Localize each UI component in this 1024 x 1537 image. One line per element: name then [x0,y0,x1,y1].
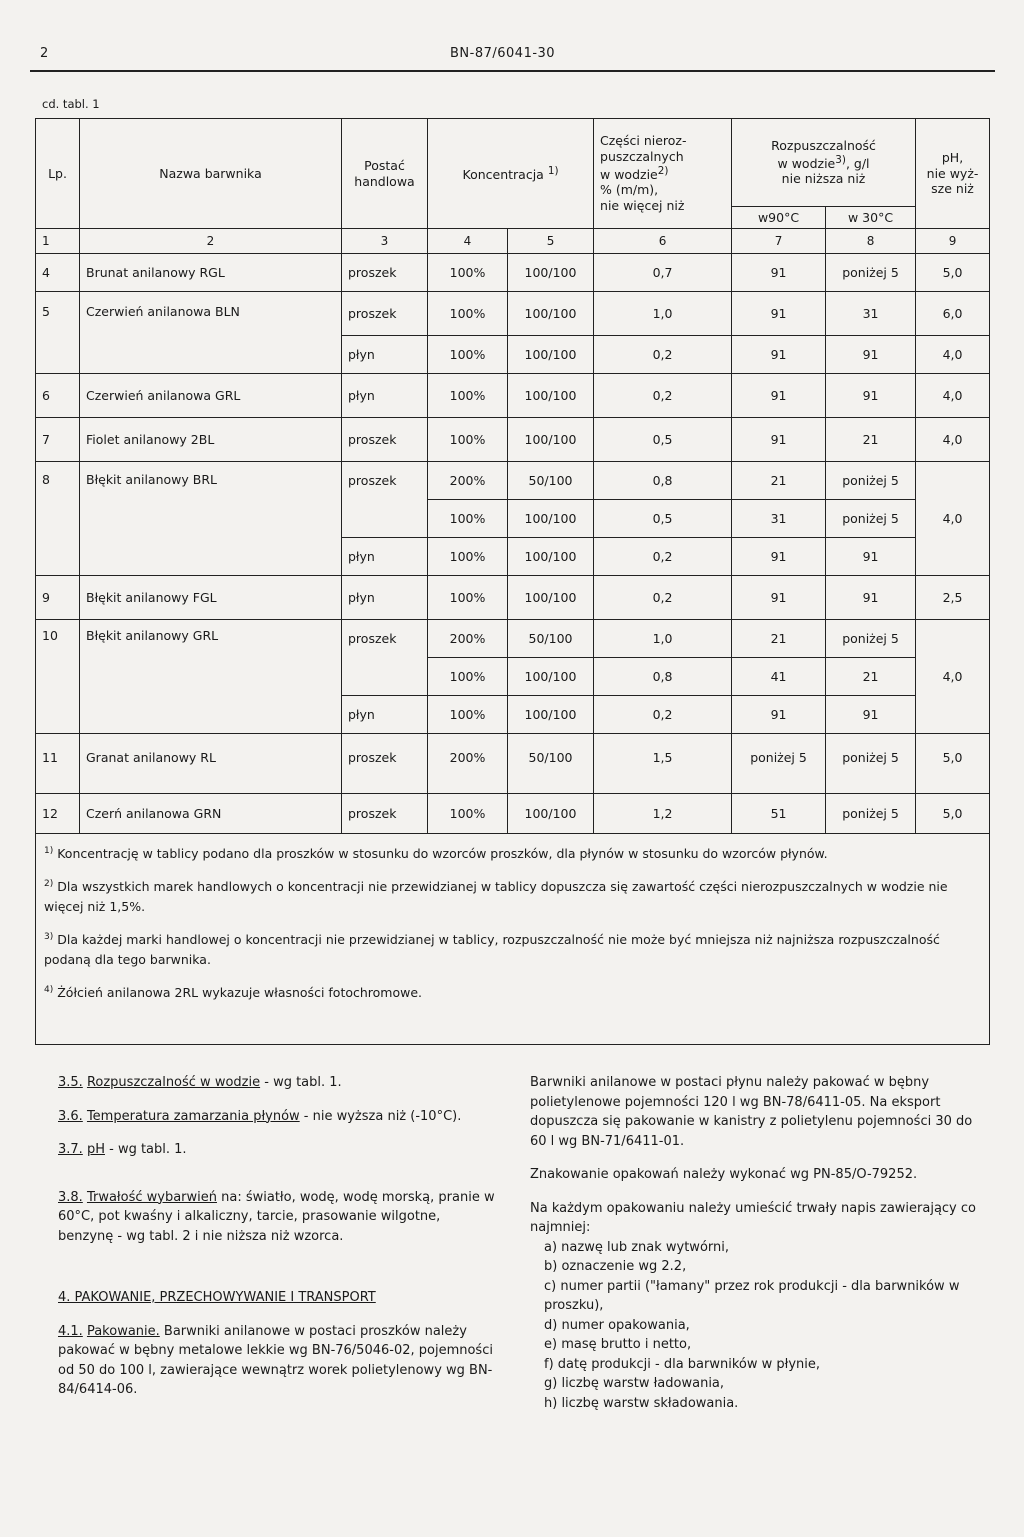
dye-properties-table [35,118,990,1045]
dye-name: Błękit anilanowy BRL [80,462,342,576]
table-row [36,734,990,794]
header-sol30: w 30°C [826,207,916,229]
header-ph: pH, nie wyż- sze niż [916,119,990,229]
concentration-cell: 200% [428,462,508,500]
insoluble-cell: 0,5 [594,500,732,538]
header-insoluble: Części nieroz- puszczalnych w wodzie$^{2)}$ % (m/m), nie więcej niż [594,119,732,229]
dye-name: Czerwień anilanowa BLN [80,292,342,374]
ratio-cell: 100/100 [508,292,594,336]
marking-paragraph: Znakowanie opakowań należy wykonać wg PN-85/O-79252. [530,1167,918,1182]
ph-cell: 5,0 [916,794,990,834]
ph-cell: 4,0 [916,620,990,734]
ratio-cell: 100/100 [508,696,594,734]
row-lp: 12 [36,794,80,834]
header-solubility: Rozpuszczalność w wodzie$^{3)}$, g/l nie niższa niż [732,119,916,207]
insoluble-cell: 0,8 [594,462,732,500]
ratio-cell: 100/100 [508,374,594,418]
table-continuation-label: cd. tabl. 1 [42,97,100,111]
sol90-cell: 91 [732,374,826,418]
sol30-cell: 91 [826,576,916,620]
ratio-cell: 100/100 [508,336,594,374]
footnote-3: $^{3)}$ Dla każdej marki handlowej o koncentracji nie przewidzianej w tablicy, rozpuszczalność nie może być mniejsza niż najniższa rozpuszczalność podaną dla tego barwnika. [44,931,940,967]
insoluble-cell: 1,0 [594,292,732,336]
ratio-cell: 50/100 [508,462,594,500]
ratio-cell: 100/100 [508,794,594,834]
sol30-cell: 91 [826,538,916,576]
ratio-cell: 100/100 [508,500,594,538]
section-3-7: 3.7. pH - wg tabl. 1. [58,1142,187,1157]
form-cell: płyn [342,696,428,734]
concentration-cell: 100% [428,336,508,374]
row-lp: 8 [36,462,80,576]
section-3-8: 3.8. Trwałość wybarwień na: światło, wodę, wodę morską, pranie w 60°C, pot kwaśny i alkaliczny, tarcie, prasowanie wilgotne, benzynę - wg tabl. 2 i nie niższa niż wzorca. [58,1189,495,1244]
sol30-cell: 21 [826,418,916,462]
ratio-cell: 50/100 [508,734,594,794]
sol90-cell: 21 [732,620,826,658]
ratio-cell: 100/100 [508,538,594,576]
form-cell-empty [342,658,428,696]
form-cell: proszek [342,620,428,658]
ph-cell: 5,0 [916,254,990,292]
form-cell: proszek [342,418,428,462]
sol30-cell: poniżej 5 [826,620,916,658]
sol90-cell: 91 [732,696,826,734]
row-lp: 10 [36,620,80,734]
dye-name: Fiolet anilanowy 2BL [80,418,342,462]
row-lp: 4 [36,254,80,292]
insoluble-cell: 0,2 [594,374,732,418]
form-cell-empty [342,500,428,538]
form-cell: płyn [342,374,428,418]
row-lp: 11 [36,734,80,794]
sol30-cell: poniżej 5 [826,254,916,292]
table-row [36,374,990,418]
ph-cell: 6,0 [916,292,990,336]
list-item: d) numer opakowania, [544,1317,690,1333]
column-number: 1 [36,229,80,254]
footnotes-row [36,834,990,1045]
list-item: g) liczbę warstw ładowania, [544,1376,725,1391]
header-lp: Lp. [36,119,80,229]
form-cell: proszek [342,734,428,794]
footnotes [36,834,990,1045]
concentration-cell: 200% [428,734,508,794]
list-item: h) liczbę warstw składowania. [544,1395,739,1411]
insoluble-cell: 0,7 [594,254,732,292]
section-4-heading: 4. PAKOWANIE, PRZECHOWYWANIE I TRANSPORT [58,1290,376,1305]
dye-name: Granat anilanowy RL [80,734,342,794]
sol30-cell: 21 [826,658,916,696]
dye-name: Czerwień anilanowa GRL [80,374,342,418]
section-3-5: 3.5. Rozpuszczalność w wodzie - wg tabl. 1. [58,1075,342,1090]
sol90-cell: 91 [732,254,826,292]
header-concentration: Koncentracja $^{1)}$ [428,119,594,229]
concentration-cell: 100% [428,374,508,418]
header-form: Postać handlowa [342,119,428,229]
dye-name: Brunat anilanowy RGL [80,254,342,292]
insoluble-cell: 1,0 [594,620,732,658]
ratio-cell: 100/100 [508,576,594,620]
ph-cell: 4,0 [916,374,990,418]
list-item: c) numer partii ("łamany" przez rok produkcji - dla barwników w proszku), [544,1278,960,1313]
table-row [36,254,990,292]
header-name: Nazwa barwnika [80,119,342,229]
section-3-6: 3.6. Temperatura zamarzania płynów - nie wyższa niż (-10°C). [58,1108,462,1124]
sol90-cell: 91 [732,418,826,462]
ratio-cell: 50/100 [508,620,594,658]
row-lp: 9 [36,576,80,620]
ph-cell: 4,0 [916,336,990,374]
form-cell: proszek [342,794,428,834]
sol30-cell: poniżej 5 [826,500,916,538]
sol90-cell: 31 [732,500,826,538]
row-lp: 5 [36,292,80,374]
insoluble-cell: 0,2 [594,336,732,374]
concentration-cell: 100% [428,658,508,696]
sol30-cell: 91 [826,374,916,418]
sol90-cell: 91 [732,538,826,576]
sol30-cell: 91 [826,336,916,374]
footnote-1: $^{1)}$ Koncentrację w tablicy podano dla proszków w stosunku do wzorców proszków, dla płynów w stosunku do wzorców płynów. [44,845,828,861]
ph-cell: 4,0 [916,418,990,462]
insoluble-cell: 1,2 [594,794,732,834]
concentration-cell: 100% [428,576,508,620]
header-sol90: w90°C [732,207,826,229]
ratio-cell: 100/100 [508,254,594,292]
sol90-cell: poniżej 5 [732,734,826,794]
form-cell: płyn [342,538,428,576]
sol90-cell: 91 [732,292,826,336]
insoluble-cell: 0,5 [594,418,732,462]
concentration-cell: 100% [428,418,508,462]
dye-name: Czerń anilanowa GRN [80,794,342,834]
footnote-4: $^{4)}$ Żółcień anilanowa 2RL wykazuje własności fotochromowe. [44,984,423,1000]
sol90-cell: 41 [732,658,826,696]
table-row [36,576,990,620]
concentration-cell: 100% [428,500,508,538]
right-column [530,1073,990,1413]
form-cell: proszek [342,292,428,336]
sol30-cell: poniżej 5 [826,462,916,500]
label-paragraph: Na każdym opakowaniu należy umieścić trwały napis zawierający co najmniej: [530,1200,976,1235]
footnote-2: $^{2)}$ Dla wszystkich marek handlowych o koncentracji nie przewidzianej w tablicy dopuszcza się zawartość części nierozpuszczalnych w wodzie nie więcej niż 1,5%. [44,879,948,914]
list-item: b) oznaczenie wg 2.2, [544,1259,687,1274]
concentration-cell: 200% [428,620,508,658]
table-row [36,462,990,500]
sol30-cell: poniżej 5 [826,794,916,834]
ratio-cell: 100/100 [508,418,594,462]
ph-cell: 4,0 [916,462,990,576]
table-row [36,794,990,834]
dye-name: Błękit anilanowy GRL [80,620,342,734]
ph-cell: 2,5 [916,576,990,620]
row-lp: 6 [36,374,80,418]
sol90-cell: 91 [732,336,826,374]
sol30-cell: poniżej 5 [826,734,916,794]
column-number: 7 [732,229,826,254]
column-number: 4 [428,229,508,254]
section-4-1: 4.1. Pakowanie. Barwniki anilanowe w postaci proszków należy pakować w bębny metalowe lekkie wg BN-76/5046-02, pojemności od 50 do 100 l, zawierające wewnątrz worek polietylenowy wg BN-84/6414-06. [58,1323,493,1397]
list-item: a) nazwę lub znak wytwórni, [544,1239,729,1255]
concentration-cell: 100% [428,538,508,576]
column-number: 8 [826,229,916,254]
insoluble-cell: 0,8 [594,658,732,696]
sol30-cell: 91 [826,696,916,734]
list-item: e) masę brutto i netto, [544,1337,692,1352]
column-number: 5 [508,229,594,254]
sol90-cell: 91 [732,576,826,620]
column-number: 3 [342,229,428,254]
concentration-cell: 100% [428,794,508,834]
insoluble-cell: 0,2 [594,696,732,734]
form-cell: proszek [342,462,428,500]
row-lp: 7 [36,418,80,462]
dye-name: Błękit anilanowy FGL [80,576,342,620]
table-row [36,620,990,658]
table-row [36,292,990,336]
insoluble-cell: 0,2 [594,538,732,576]
form-cell: płyn [342,336,428,374]
insoluble-cell: 0,2 [594,576,732,620]
ph-cell: 5,0 [916,734,990,794]
insoluble-cell: 1,5 [594,734,732,794]
list-item: f) datę produkcji - dla barwników w płynie, [544,1356,821,1372]
concentration-cell: 100% [428,696,508,734]
concentration-cell: 100% [428,292,508,336]
sol30-cell: 31 [826,292,916,336]
column-number: 9 [916,229,990,254]
header-row [36,119,990,207]
sol90-cell: 51 [732,794,826,834]
form-cell: proszek [342,254,428,292]
table-row [36,418,990,462]
document-code: BN-87/6041-30 [450,46,556,61]
sol90-cell: 21 [732,462,826,500]
header-rule [30,70,995,72]
ratio-cell: 100/100 [508,658,594,696]
column-number-row [36,229,990,254]
left-column [58,1073,498,1400]
packaging-liquid-paragraph: Barwniki anilanowe w postaci płynu należy pakować w bębny polietylenowe pojemności 120 l wg BN-78/6411-05. Na eksport dopuszcza się pakowanie w kanistry z polietylenu pojemności 30 do 60 l wg BN-71/6411-01. [530,1075,973,1149]
form-cell: płyn [342,576,428,620]
concentration-cell: 100% [428,254,508,292]
column-number: 2 [80,229,342,254]
column-number: 6 [594,229,732,254]
page-number: 2 [40,46,49,61]
